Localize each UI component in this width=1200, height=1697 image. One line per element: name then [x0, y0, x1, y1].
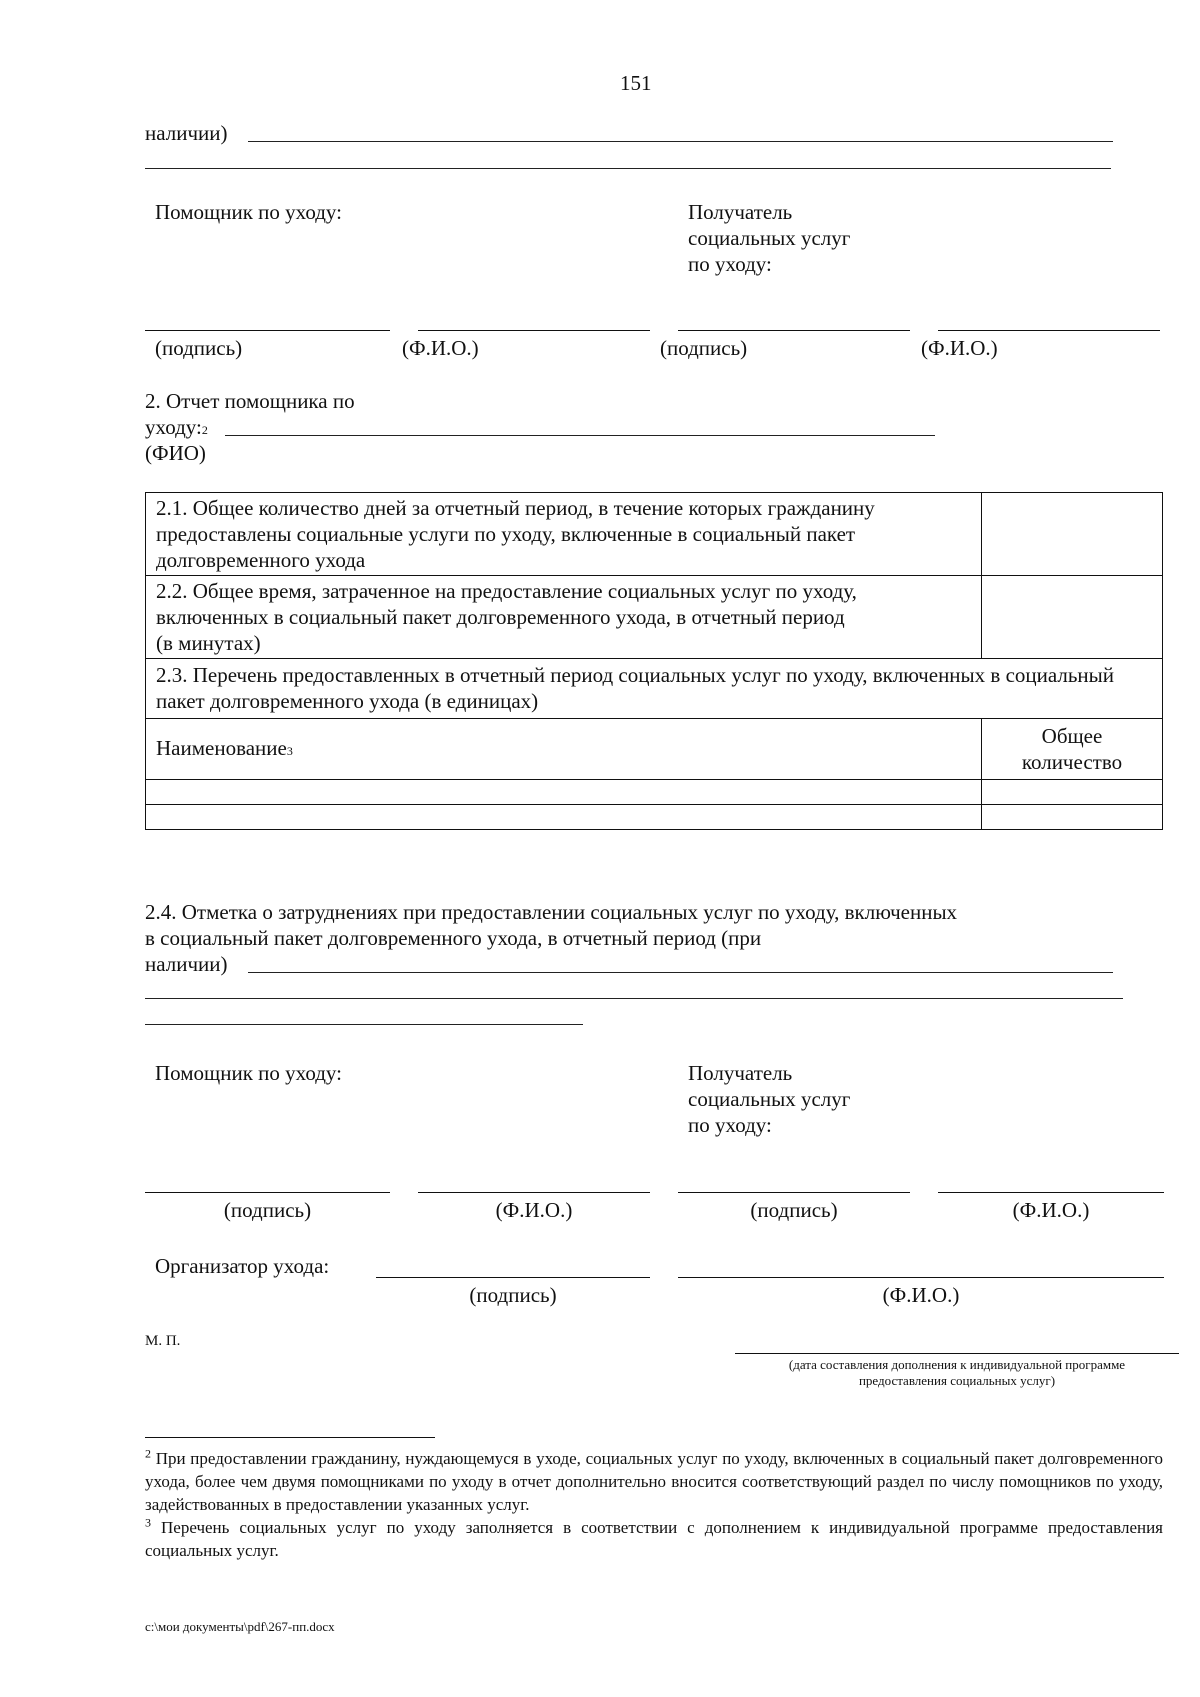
- assistant-label-top: Помощник по уходу:: [155, 200, 342, 224]
- page-number: 151: [620, 71, 652, 95]
- recipient-label-line: по уходу:: [688, 252, 772, 276]
- recipient-fio-line[interactable]: [938, 330, 1160, 331]
- assistant-label-bottom: Помощник по уходу:: [155, 1061, 342, 1085]
- footnote: [145, 1447, 1163, 1516]
- assistant-signature-line[interactable]: [145, 330, 390, 331]
- services-list-label: 2.3. Перечень предоставленных в отчетный период социальных услуг по уходу, включенных в социальный пакет долговременного ухода (в единицах): [146, 659, 1163, 719]
- date-caption-line: предоставления социальных услуг): [858, 1373, 1056, 1388]
- time-spent-value-cell[interactable]: [982, 576, 1163, 659]
- organizer-signature-caption: (подпись): [469, 1283, 557, 1307]
- assistant-signature-line[interactable]: [145, 1192, 390, 1193]
- report-table: [145, 492, 1163, 830]
- fio-label: (ФИО): [145, 441, 206, 465]
- footnote-ref-2: 2: [201, 423, 208, 437]
- recipient-label-line: социальных услуг: [688, 226, 851, 250]
- footnote-text: При предоставлении гражданину, нуждающемуся в уходе, социальных услуг по уходу, включенных в социальный пакет долговременного ухода, более чем двумя помощниками по уходу в отчет дополнительно вносится соответствующий раздел по числу помощников по уходу, задействованных в предоставлении указанных услуг.: [145, 1449, 1164, 1514]
- fill-line[interactable]: [145, 1024, 583, 1025]
- recipient-label-bottom: [688, 1060, 850, 1138]
- fill-line[interactable]: [248, 141, 1113, 142]
- footnote-separator: [145, 1437, 435, 1438]
- fill-line[interactable]: [248, 972, 1113, 973]
- footnote: [145, 1516, 1163, 1562]
- footnotes: [145, 1447, 1163, 1562]
- service-count-cell[interactable]: [982, 805, 1163, 830]
- recipient-label-line: Получатель: [688, 200, 793, 224]
- time-spent-label: [146, 576, 982, 659]
- signature-caption: (подпись): [660, 336, 748, 360]
- recipient-label-line: по уходу:: [688, 1113, 772, 1137]
- fio-caption: (Ф.И.О.): [921, 336, 998, 360]
- recipient-signature-line[interactable]: [678, 330, 910, 331]
- recipient-fio-line[interactable]: [938, 1192, 1164, 1193]
- recipient-label-top: [688, 199, 850, 277]
- organizer-label: Организатор ухода:: [155, 1254, 330, 1278]
- recipient-signature-line[interactable]: [678, 1192, 910, 1193]
- fill-line[interactable]: [145, 998, 1123, 999]
- stamp-label: М. П.: [145, 1333, 181, 1349]
- count-header-line: Общее: [1041, 724, 1103, 748]
- count-header-cell: [982, 719, 1163, 780]
- time-spent-text: 2.2. Общее время, затраченное на предоставление социальных услуг по уходу, включенных в социальный пакет долговременного ухода, в отчетный период: [156, 579, 857, 629]
- footnote-ref-3: 3: [286, 743, 293, 758]
- fio-caption: (Ф.И.О.): [1012, 1198, 1090, 1222]
- difficulties-line3: наличии): [145, 952, 228, 976]
- table-row: [146, 659, 1163, 719]
- difficulties-line2: в социальный пакет долговременного ухода, в отчетный период (при: [145, 926, 762, 950]
- report-heading-label: уходу:: [145, 415, 202, 439]
- organizer-fio-line[interactable]: [678, 1277, 1164, 1278]
- footnote-mark: 2: [145, 1446, 151, 1461]
- recipient-label-line: социальных услуг: [688, 1087, 851, 1111]
- service-name-cell[interactable]: [146, 780, 982, 805]
- date-caption-line: (дата составления дополнения к индивидуальной программе: [788, 1357, 1126, 1372]
- table-row: [146, 719, 1163, 780]
- table-row: [146, 780, 1163, 805]
- assistant-fio-line[interactable]: [418, 1192, 650, 1193]
- recipient-label-line: Получатель: [688, 1061, 793, 1085]
- signature-caption: (подпись): [223, 1198, 312, 1222]
- fio-caption: (Ф.И.О.): [402, 336, 479, 360]
- service-name-cell[interactable]: [146, 805, 982, 830]
- presence-label-top: наличии): [145, 121, 228, 145]
- footnote-mark: 3: [145, 1515, 151, 1530]
- report-heading-line2: [145, 414, 208, 443]
- days-count-value-cell[interactable]: [982, 493, 1163, 576]
- name-header-cell: [146, 719, 982, 780]
- signature-caption: (подпись): [750, 1198, 838, 1222]
- report-heading-line1: 2. Отчет помощника по: [145, 389, 355, 413]
- file-path: c:\мои документы\pdf\267-пп.docx: [145, 1619, 335, 1634]
- difficulties-line1: 2.4. Отметка о затруднениях при предоставлении социальных услуг по уходу, включенных: [145, 900, 958, 924]
- count-header-line: количество: [1021, 750, 1123, 774]
- assistant-fio-fill-line[interactable]: [225, 435, 935, 436]
- organizer-signature-line[interactable]: [376, 1277, 650, 1278]
- table-row: [146, 805, 1163, 830]
- date-caption: [735, 1357, 1179, 1389]
- fill-line[interactable]: [145, 168, 1111, 169]
- days-count-label: 2.1. Общее количество дней за отчетный период, в течение которых гражданину предоставлены социальные услуги по уходу, включенные в социальный пакет долговременного ухода: [146, 493, 982, 576]
- service-count-cell[interactable]: [982, 780, 1163, 805]
- table-row: [146, 576, 1163, 659]
- time-spent-unit: (в минутах): [156, 631, 261, 655]
- assistant-fio-line[interactable]: [418, 330, 650, 331]
- table-row: [146, 493, 1163, 576]
- organizer-fio-caption: (Ф.И.О.): [882, 1283, 960, 1307]
- signature-caption: (подпись): [155, 336, 243, 360]
- name-header: Наименование: [156, 735, 287, 760]
- date-line[interactable]: [735, 1353, 1179, 1354]
- fio-caption: (Ф.И.О.): [495, 1198, 573, 1222]
- footnote-text: Перечень социальных услуг по уходу заполняется в соответствии с дополнением к индивидуальной программе предоставления социальных услуг.: [145, 1518, 1164, 1560]
